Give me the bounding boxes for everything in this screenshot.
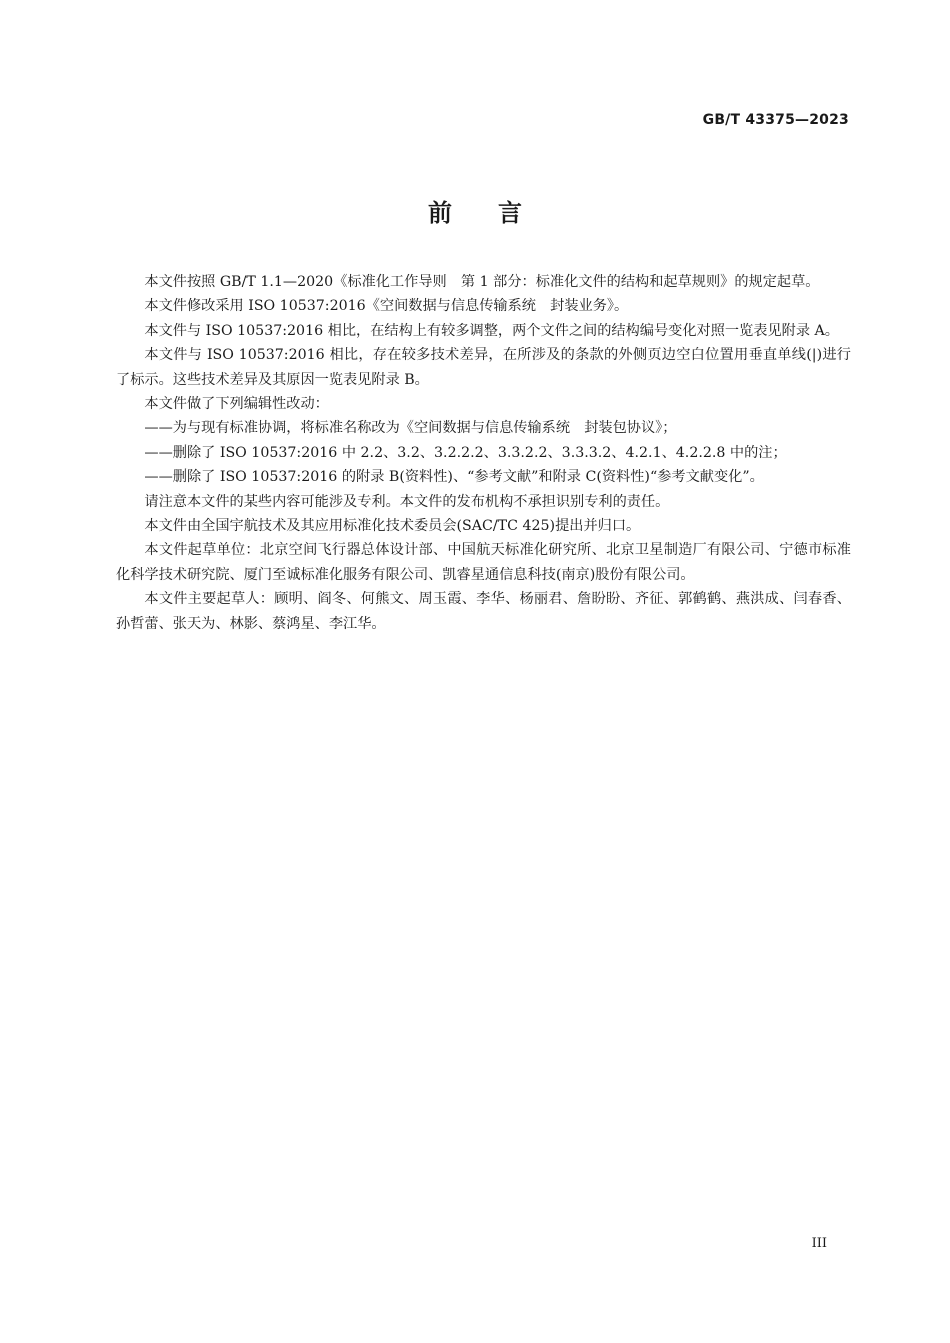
edit-item-remove-notes: ——删除了 ISO 10537:2016 中 2.2、3.2、3.2.2.2、3.3.2.2、3.3.3.2、4.2.1、4.2.2.8 中的注； [144, 444, 787, 461]
paragraph-patent-notice: 请注意本文件的某些内容可能涉及专利。本文件的发布机构不承担识别专利的责任。 [144, 493, 670, 510]
edit-item-rename: ——为与现有标准协调，将标准名称改为《空间数据与信息传输系统 封装包协议》； [144, 420, 677, 437]
paragraph-drafters: 本文件主要起草人：顾明、阎冬、何熊文、周玉霞、李华、杨丽君、詹盼盼、齐征、郭鹤鹤、燕洪成、闫春香、孙哲蕾、张天为、林影、蔡鸿星、李江华。 [116, 591, 851, 632]
document-code: GB/T 43375—2023 [702, 112, 849, 128]
paragraph-technical-differences: 本文件与 ISO 10537:2016 相比，存在较多技术差异，在所涉及的条款的外侧页边空白位置用垂直单线(|)进行了标示。这些技术差异及其原因一览表见附录 B。 [116, 347, 851, 388]
preface-body [116, 270, 851, 636]
edit-item-remove-annexes: ——删除了 ISO 10537:2016 的附录 B(资料性)、“参考文献”和附录 C(资料性)“参考文献变化”。 [144, 469, 764, 486]
paragraph-drafting-units: 本文件起草单位：北京空间飞行器总体设计部、中国航天标准化研究所、北京卫星制造厂有限公司、宁德市标准化科学技术研究院、厦门至诚标准化服务有限公司、凯睿星通信息科技(南京)股份有限公司。 [116, 542, 851, 583]
paragraph-structure-changes: 本文件与 ISO 10537:2016 相比，在结构上有较多调整，两个文件之间的结构编号变化对照一览表见附录 A。 [144, 322, 839, 339]
paragraph-drafting-rules: 本文件按照 GB/T 1.1—2020《标准化工作导则 第 1 部分：标准化文件的结构和起草规则》的规定起草。 [144, 274, 820, 290]
paragraph-editorial-intro: 本文件做了下列编辑性改动： [144, 396, 329, 413]
paragraph-adoption: 本文件修改采用 ISO 10537:2016《空间数据与信息传输系统 封装业务》。 [144, 298, 629, 315]
paragraph-proposer: 本文件由全国宇航技术及其应用标准化技术委员会(SAC/TC 425)提出并归口。 [144, 518, 641, 535]
page-title: 前言 [428, 199, 568, 227]
page-number: III [811, 1236, 827, 1251]
